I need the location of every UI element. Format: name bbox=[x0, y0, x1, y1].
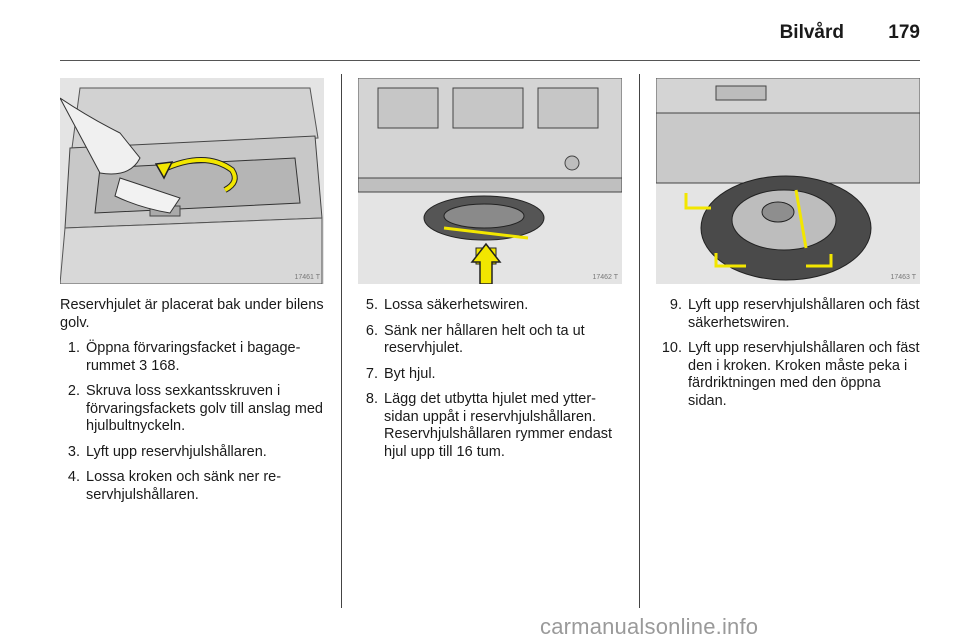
text-column-3 bbox=[656, 297, 920, 410]
step-number: 5. bbox=[365, 297, 378, 313]
column-divider-2 bbox=[639, 74, 640, 608]
step-item bbox=[358, 323, 624, 358]
step-item bbox=[358, 366, 624, 384]
step-item bbox=[60, 444, 328, 462]
figure-code: 17461 T bbox=[294, 274, 320, 281]
page-number: 179 bbox=[888, 22, 920, 43]
step-text: Lyft upp reservhjulshållaren och fäst den i kroken. Kroken måste peka i färdriktningen med den öppna sidan. bbox=[688, 340, 920, 409]
step-number: 10. bbox=[661, 340, 682, 356]
step-item bbox=[60, 383, 328, 436]
figure-code: 17463 T bbox=[890, 274, 916, 281]
step-number: 3. bbox=[67, 443, 80, 460]
figure-wheel-holder bbox=[358, 78, 622, 284]
step-item bbox=[358, 297, 624, 315]
text-column-1 bbox=[60, 297, 328, 504]
intro-paragraph: Reservhjulet är placerat bak under bilens golv. bbox=[60, 297, 324, 331]
step-text: Sänk ner hållaren helt och ta ut reservhjulet. bbox=[384, 322, 585, 356]
spare-wheel-illustration bbox=[656, 78, 920, 284]
wheel-holder-illustration bbox=[358, 78, 622, 284]
step-text: Lägg det utbytta hjulet med ytter-sidan uppåt i reservhjulshållaren. Reservhjulshållaren rymmer endast hjul upp till 16 tum. bbox=[384, 391, 613, 460]
step-number: 6. bbox=[365, 322, 378, 339]
figure-code: 17462 T bbox=[592, 274, 618, 281]
step-item bbox=[656, 340, 920, 410]
step-number: 1. bbox=[67, 340, 80, 356]
step-text: Byt hjul. bbox=[384, 365, 436, 382]
step-item bbox=[656, 297, 920, 332]
column-divider-1 bbox=[341, 74, 342, 608]
step-text: Öppna förvaringsfacket i bagage-rummet 3 168. bbox=[86, 340, 301, 374]
step-number: 7. bbox=[365, 365, 378, 382]
figure-trunk-storage bbox=[60, 78, 324, 284]
header-rule bbox=[60, 60, 920, 61]
step-text: Lossa säkerhetswiren. bbox=[384, 297, 529, 313]
step-text: Lossa kroken och sänk ner re-servhjulshållaren. bbox=[86, 469, 282, 503]
text-column-2 bbox=[358, 297, 624, 461]
step-text: Lyft upp reservhjulshållaren och fäst säkerhetswiren. bbox=[688, 297, 920, 331]
trunk-illustration bbox=[60, 78, 324, 284]
step-text: Lyft upp reservhjulshållaren. bbox=[86, 443, 267, 460]
step-number: 4. bbox=[67, 469, 80, 485]
step-number: 9. bbox=[669, 297, 682, 313]
site-watermark: carmanualsonline.info bbox=[540, 614, 759, 639]
step-item bbox=[60, 340, 328, 375]
figure-spare-wheel bbox=[656, 78, 920, 284]
step-text: Skruva loss sexkantsskruven i förvaringsfackets golv till anslag med hjulbultnyckeln. bbox=[86, 383, 323, 434]
step-number: 8. bbox=[365, 391, 378, 407]
step-item bbox=[60, 469, 328, 504]
section-title: Bilvård bbox=[779, 22, 844, 43]
step-number: 2. bbox=[67, 383, 80, 399]
step-item bbox=[358, 391, 624, 461]
